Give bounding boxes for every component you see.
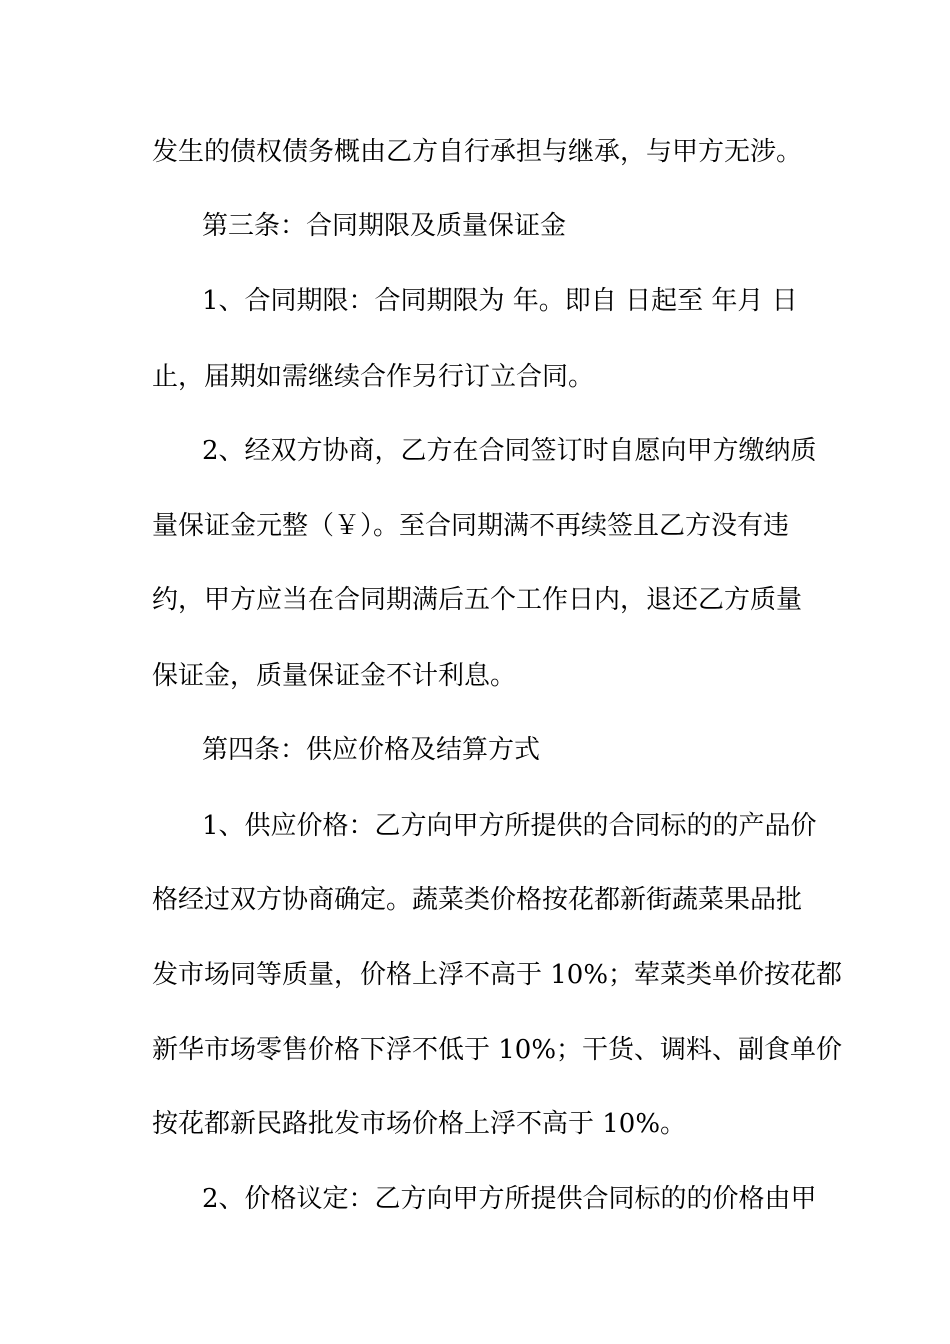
paragraph-line: 发市场同等质量，价格上浮不高于 10%；荤菜类单价按花都 (152, 960, 843, 990)
paragraph-line: 2、价格议定：乙方向甲方所提供合同标的的价格由甲 (202, 1184, 817, 1214)
section-heading-article-4: 第四条：供应价格及结算方式 (202, 735, 541, 765)
paragraph-line: 格经过双方协商确定。蔬菜类价格按花都新街蔬菜果品批 (152, 885, 803, 915)
paragraph-line: 1、供应价格：乙方向甲方所提供的合同标的的产品价 (202, 811, 817, 841)
section-heading-article-3: 第三条：合同期限及质量保证金 (202, 211, 567, 241)
paragraph-line: 发生的债权债务概由乙方自行承担与继承，与甲方无涉。 (152, 137, 803, 167)
paragraph-line: 量保证金元整（￥）。至合同期满不再续签且乙方没有违 (152, 511, 790, 541)
paragraph-line: 2、经双方协商，乙方在合同签订时自愿向甲方缴纳质 (202, 436, 817, 466)
paragraph-line: 止，届期如需继续合作另行订立合同。 (152, 362, 595, 392)
paragraph-line: 按花都新民路批发市场价格上浮不高于 10%。 (152, 1109, 687, 1139)
paragraph-line: 新华市场零售价格下浮不低于 10%；干货、调料、副食单价 (152, 1035, 843, 1065)
paragraph-line: 保证金，质量保证金不计利息。 (152, 661, 517, 691)
paragraph-line: 约，甲方应当在合同期满后五个工作日内，退还乙方质量 (152, 585, 803, 615)
paragraph-line: 1、合同期限：合同期限为 年。即自 日起至 年月 日 (202, 286, 798, 316)
